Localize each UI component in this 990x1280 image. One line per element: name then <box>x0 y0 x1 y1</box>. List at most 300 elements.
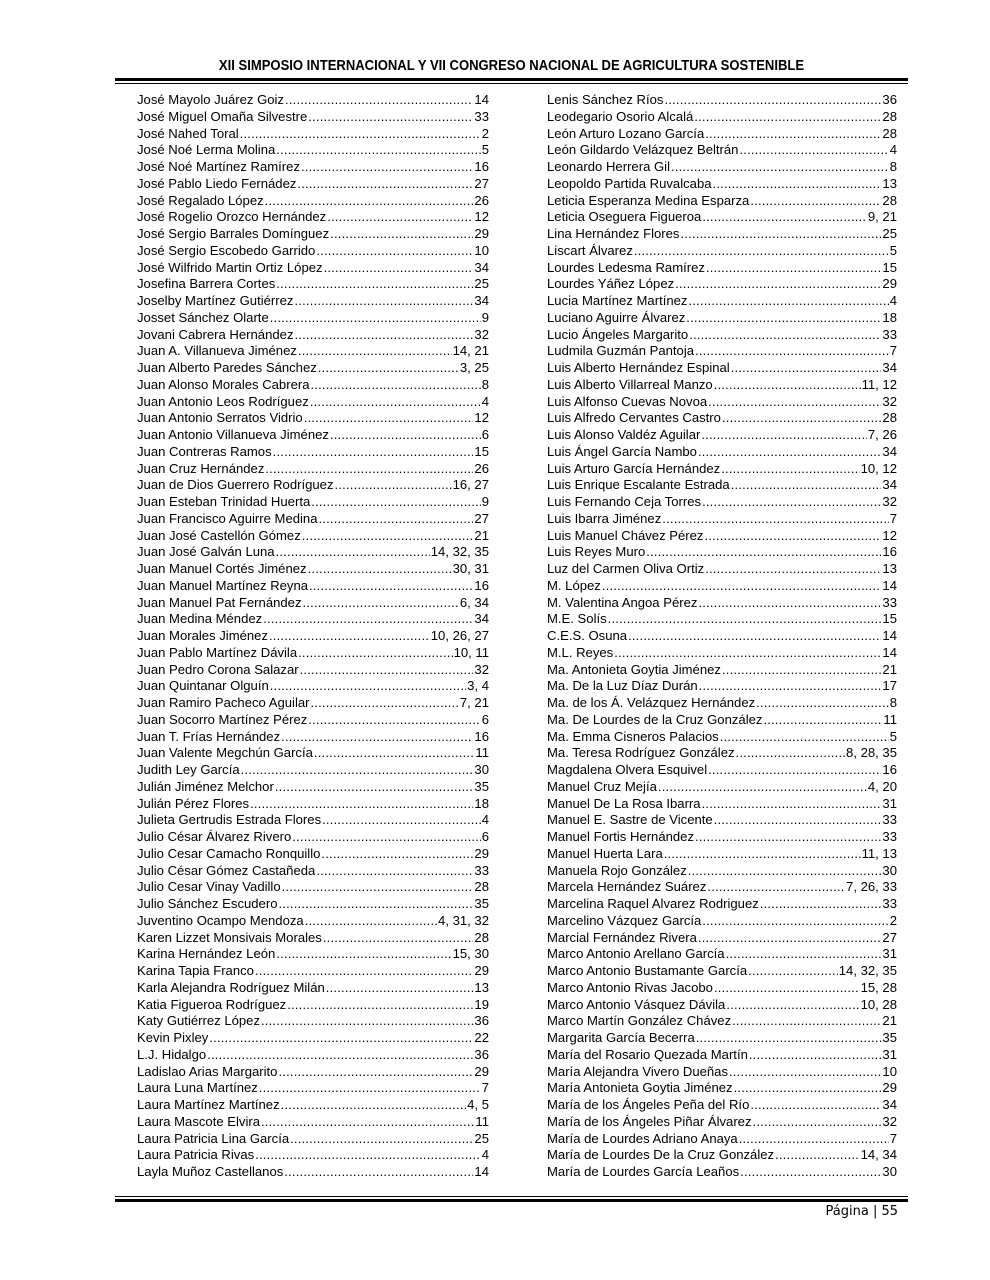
author-name: Julio César Álvarez Rivero <box>137 829 292 844</box>
index-entry <box>137 209 489 226</box>
author-name: Marcelino Vázquez García <box>547 912 702 928</box>
index-entry <box>137 930 489 947</box>
page-numbers: 16 <box>474 159 489 174</box>
dot-leader <box>702 494 881 511</box>
author-name: Lina Hernández Flores <box>547 226 680 241</box>
index-entry <box>547 561 897 578</box>
index-entry <box>137 1131 489 1148</box>
author-name: Juventino Ocampo Mendoza <box>137 912 304 928</box>
index-entry <box>137 662 489 679</box>
author-name: Luis Arturo García Hernández <box>547 460 721 476</box>
index-entry <box>547 611 897 628</box>
page-numbers: 30 <box>474 762 489 777</box>
index-entry <box>137 578 489 595</box>
index-entry <box>137 260 489 277</box>
author-name: Manuel Fortis Hernández <box>547 829 695 844</box>
index-entry <box>547 863 897 880</box>
page-numbers: 16 <box>474 577 489 593</box>
author-name: Ma. De la Luz Díaz Durán <box>547 678 698 694</box>
dot-leader <box>731 360 882 377</box>
author-name: Marco Antonio Vásquez Dávila <box>547 996 726 1012</box>
dot-leader <box>708 762 881 779</box>
page-numbers: 27 <box>882 929 897 945</box>
dot-leader <box>285 92 473 109</box>
author-name: María de los Ángeles Peña del Río <box>547 1097 750 1112</box>
page-numbers: 33 <box>882 594 897 610</box>
dot-leader <box>302 528 474 545</box>
author-name: Juan José Castellón Gómez <box>137 527 301 543</box>
author-name: Leodegario Osorio Alcalá <box>547 108 694 124</box>
author-name: Juan José Galván Luna <box>137 544 275 560</box>
page-numbers: 15 <box>474 443 489 459</box>
page-numbers: 8 <box>481 376 489 392</box>
dot-leader <box>323 930 474 947</box>
page-numbers: 14, 32, 35 <box>838 963 897 978</box>
index-entry <box>547 879 897 896</box>
author-name: Luis Fernando Ceja Torres <box>547 494 702 509</box>
index-entry <box>137 829 489 846</box>
dot-leader <box>261 1114 474 1131</box>
dot-leader <box>720 729 889 746</box>
author-name: Karen Lizzet Monsivais Morales <box>137 929 322 945</box>
dot-leader <box>301 159 473 176</box>
dot-leader <box>702 209 867 226</box>
page-numbers: 8, 28, 35 <box>846 745 897 761</box>
index-entry <box>137 712 489 729</box>
page-numbers: 7, 21 <box>459 695 489 710</box>
index-entry <box>547 628 897 645</box>
author-name: Lourdes Yáñez López <box>547 276 675 292</box>
page-numbers: 5 <box>889 242 897 258</box>
dot-leader <box>327 209 473 226</box>
index-entry <box>137 461 489 478</box>
page-numbers: 27 <box>474 175 489 191</box>
author-name: Luis Ibarra Jiménez <box>547 510 662 526</box>
dot-leader <box>706 260 881 277</box>
author-name: Julio Cesar Camacho Ronquillo <box>137 845 321 861</box>
index-entry <box>137 729 489 746</box>
dot-leader <box>736 745 845 762</box>
page-numbers: 21 <box>882 1013 897 1029</box>
index-entry <box>137 427 489 444</box>
page-numbers: 16 <box>882 762 897 777</box>
page-numbers: 9 <box>481 309 489 325</box>
index-entry <box>547 126 897 143</box>
author-name: Manuel Huerta Lara <box>547 845 663 861</box>
author-name: José Mayolo Juárez Goiz <box>137 92 285 107</box>
author-name: María Alejandra Vivero Dueñas <box>547 1063 728 1079</box>
dot-leader <box>740 1164 881 1181</box>
author-name: Luis Alonso Valdéz Aguilar <box>547 427 701 442</box>
index-entry <box>137 762 489 779</box>
author-name: Juan Pablo Martínez Dávila <box>137 644 298 660</box>
dot-leader <box>608 611 882 628</box>
dot-leader <box>308 561 452 578</box>
index-entry <box>547 494 897 511</box>
index-entry <box>547 310 897 327</box>
dot-leader <box>281 729 473 746</box>
index-entry <box>137 946 489 963</box>
page-numbers: 33 <box>882 829 897 844</box>
index-entry <box>547 444 897 461</box>
index-entry <box>137 511 489 528</box>
index-entry <box>547 511 897 528</box>
index-entry <box>547 1064 897 1081</box>
dot-leader <box>255 1147 481 1164</box>
page-numbers: 35 <box>474 896 489 911</box>
dot-leader <box>269 628 430 645</box>
dot-leader <box>729 1064 881 1081</box>
author-name: José Noé Martínez Ramírez <box>137 159 301 174</box>
index-entry <box>547 779 897 796</box>
page-numbers: 28 <box>882 410 897 426</box>
index-entry <box>137 410 489 427</box>
page-numbers: 34 <box>882 477 897 493</box>
dot-leader <box>705 126 881 143</box>
page-numbers: 25 <box>474 276 489 292</box>
page-numbers: 16, 27 <box>452 477 489 493</box>
dot-leader <box>298 343 452 360</box>
author-name: José Nahed Toral <box>137 125 239 141</box>
dot-leader <box>316 863 473 880</box>
page-numbers: 5 <box>481 142 489 158</box>
dot-leader <box>646 544 881 561</box>
index-entry <box>137 477 489 494</box>
index-entry <box>137 544 489 561</box>
index-entry <box>137 595 489 612</box>
page-numbers: 11 <box>883 711 897 727</box>
page-numbers: 19 <box>474 996 489 1012</box>
dot-leader <box>290 1131 473 1148</box>
page-numbers: 2 <box>889 912 897 928</box>
dot-leader <box>739 1131 889 1148</box>
page-numbers: 14, 32, 35 <box>430 544 489 560</box>
page-numbers: 14 <box>882 628 897 643</box>
index-entry <box>547 662 897 679</box>
dot-leader <box>749 1047 882 1064</box>
index-entry <box>137 611 489 628</box>
index-entry <box>547 846 897 863</box>
index-entry <box>137 913 489 930</box>
index-entry <box>547 544 897 561</box>
index-entry <box>547 645 897 662</box>
page-numbers: 18 <box>882 309 897 325</box>
page-numbers: 36 <box>882 92 897 107</box>
author-name: Juan Socorro Martínez Pérez <box>137 711 308 727</box>
page-numbers: 7, 26, 33 <box>846 879 897 895</box>
dot-leader <box>698 595 881 612</box>
index-entry <box>547 762 897 779</box>
dot-leader <box>753 1114 882 1131</box>
author-name: M. Valentina Angoa Pérez <box>547 594 698 610</box>
index-entry <box>137 394 489 411</box>
author-name: Juan Antonio Leos Rodríguez <box>137 393 309 409</box>
author-name: Juan Manuel Martínez Reyna <box>137 577 309 593</box>
author-name: Josset Sánchez Olarte <box>137 309 269 325</box>
author-name: M. López <box>547 577 601 593</box>
page-numbers: 27 <box>474 510 489 526</box>
dot-leader <box>658 779 867 796</box>
page-numbers: 28 <box>474 929 489 945</box>
page-numbers: 5 <box>889 728 897 744</box>
author-name: Josefina Barrera Cortes <box>137 276 276 292</box>
author-name: José Sergio Barrales Domínguez <box>137 226 330 241</box>
index-entry <box>547 327 897 344</box>
page-numbers: 22 <box>474 1030 489 1045</box>
index-entry <box>547 729 897 746</box>
dot-leader <box>311 377 481 394</box>
author-name: Juan Manuel Pat Fernández <box>137 594 302 610</box>
author-name: José Miguel Omaña Silvestre <box>137 108 308 124</box>
index-entry <box>547 92 897 109</box>
page-numbers: 4 <box>481 393 489 409</box>
index-entry <box>547 812 897 829</box>
author-name: Luis Alberto Villarreal Manzo <box>547 376 713 392</box>
author-name: Joselby Martínez Gutiérrez <box>137 293 294 308</box>
index-entry <box>547 343 897 360</box>
index-entry <box>547 209 897 226</box>
page-numbers: 29 <box>474 963 489 978</box>
page-numbers: 7, 26 <box>867 427 897 442</box>
author-name: María de Lourdes Adriano Anaya <box>547 1130 738 1146</box>
author-name: Luis Alfredo Cervantes Castro <box>547 410 721 426</box>
dot-leader <box>316 243 473 260</box>
page-numbers: 4 <box>889 142 897 158</box>
dot-leader <box>319 511 474 528</box>
author-name: Ma. Emma Cisneros Palacios <box>547 728 719 744</box>
index-entry <box>547 159 897 176</box>
index-entry <box>137 879 489 896</box>
dot-leader <box>721 461 859 478</box>
index-entry <box>137 92 489 109</box>
author-name: Leopoldo Partida Ruvalcaba <box>547 175 712 191</box>
index-entry <box>547 477 897 494</box>
index-entry <box>547 712 897 729</box>
page-numbers: 10, 11 <box>453 644 489 660</box>
dot-leader <box>278 896 473 913</box>
index-entry <box>547 142 897 159</box>
author-name: Leticia Esperanza Medina Esparza <box>547 192 750 208</box>
author-name: María Antonieta Goytia Jiménez <box>547 1080 733 1096</box>
index-entry <box>547 997 897 1014</box>
dot-leader <box>259 1080 481 1097</box>
page-numbers: 9, 21 <box>867 209 897 225</box>
author-name: Lourdes Ledesma Ramírez <box>547 259 705 275</box>
index-entry <box>137 1064 489 1081</box>
author-name: Julián Pérez Flores <box>137 795 250 811</box>
page-numbers: 11 <box>475 1113 489 1129</box>
index-entry <box>547 1147 897 1164</box>
index-entry <box>137 159 489 176</box>
author-name: Juan Pedro Corona Salazar <box>137 661 299 677</box>
dot-leader <box>298 645 452 662</box>
dot-leader <box>276 544 430 561</box>
dot-leader <box>287 997 473 1014</box>
dot-leader <box>698 930 882 947</box>
dot-leader <box>602 578 882 595</box>
dot-leader <box>310 394 481 411</box>
index-entry <box>137 1147 489 1164</box>
author-name: Ladislao Arias Margarito <box>137 1063 278 1079</box>
author-name: M.L. Reyes <box>547 644 614 660</box>
author-name: Juan Medina Méndez <box>137 611 263 627</box>
dot-leader <box>281 1097 467 1114</box>
author-name: León Gildardo Velázquez Beltrán <box>547 142 739 158</box>
author-name: Juan T. Frías Hernández <box>137 728 281 744</box>
author-name: Luz del Carmen Oliva Ortiz <box>547 561 705 576</box>
author-name: Karla Alejandra Rodríguez Milán <box>137 979 325 995</box>
dot-leader <box>282 879 474 896</box>
index-entry <box>547 1013 897 1030</box>
dot-leader <box>694 109 881 126</box>
dot-leader <box>731 477 882 494</box>
index-entry <box>547 109 897 126</box>
author-name: Juan Antonio Villanueva Jiménez <box>137 427 329 442</box>
dot-leader <box>708 394 881 411</box>
author-name: Laura Patricia Lina García <box>137 1130 290 1146</box>
author-name: Juan Alonso Morales Cabrera <box>137 376 310 392</box>
page-numbers: 33 <box>882 812 897 828</box>
dot-leader <box>734 1080 882 1097</box>
page-numbers: 31 <box>882 1046 897 1062</box>
author-name: Juan Antonio Serratos Vidrio <box>137 410 303 426</box>
dot-leader <box>763 712 882 729</box>
page-numbers: 35 <box>474 778 489 794</box>
index-entry <box>137 494 489 511</box>
author-name: Luis Reyes Muro <box>547 544 646 560</box>
page-numbers: 21 <box>474 527 489 543</box>
dot-leader <box>321 846 473 863</box>
dot-leader <box>278 1064 473 1081</box>
index-entry <box>137 628 489 645</box>
index-entry <box>137 645 489 662</box>
author-name: Katia Figueroa Rodríguez <box>137 996 287 1012</box>
author-name: Julio César Gómez Castañeda <box>137 862 316 878</box>
page-numbers: 10, 28 <box>860 996 897 1012</box>
page-numbers: 10 <box>474 242 489 258</box>
page-numbers: 33 <box>882 326 897 342</box>
dot-leader <box>265 461 473 478</box>
index-entry <box>547 1047 897 1064</box>
index-entry <box>547 377 897 394</box>
index-entry <box>137 444 489 461</box>
dot-leader <box>750 193 881 210</box>
author-name: Lucio Ángeles Margarito <box>547 326 689 342</box>
page-numbers: 34 <box>474 259 489 275</box>
author-name: María de Lourdes García Leaños <box>547 1164 740 1179</box>
dot-leader <box>750 1097 881 1114</box>
dot-leader <box>255 963 473 980</box>
dot-leader <box>722 662 881 679</box>
page-numbers: 25 <box>882 226 897 241</box>
page-numbers: 4, 31, 32 <box>438 912 489 928</box>
dot-leader <box>732 1013 881 1030</box>
dot-leader <box>324 260 474 277</box>
page-numbers: 33 <box>474 862 489 878</box>
index-entry <box>137 1013 489 1030</box>
author-name: Juan Esteban Trinidad Huerta <box>137 494 311 509</box>
author-name: Laura Martínez Martínez <box>137 1097 280 1112</box>
dot-leader <box>702 796 882 813</box>
dot-leader <box>305 913 437 930</box>
page-numbers: 29 <box>882 1080 897 1096</box>
index-entry <box>547 461 897 478</box>
dot-leader <box>775 1147 860 1164</box>
author-name: Marcelina Raquel Alvarez Rodriguez <box>547 896 759 911</box>
index-entry <box>547 695 897 712</box>
author-name: Leticia Oseguera Figueroa <box>547 209 702 225</box>
page-numbers: 7 <box>889 343 897 359</box>
page-numbers: 3, 25 <box>459 360 489 375</box>
page-numbers: 3, 4 <box>467 678 489 694</box>
dot-leader <box>314 745 475 762</box>
author-name: Judith Ley García <box>137 762 240 777</box>
index-entry <box>547 176 897 193</box>
dot-leader <box>707 879 845 896</box>
dot-leader <box>756 695 889 712</box>
dot-leader <box>688 863 882 880</box>
author-name: Juan Francisco Aguirre Medina <box>137 510 318 526</box>
index-entry <box>547 1114 897 1131</box>
page-numbers: 6, 34 <box>459 594 489 610</box>
page-numbers: 32 <box>882 393 897 409</box>
index-entry <box>137 863 489 880</box>
page-numbers: 18 <box>474 795 489 811</box>
index-entry <box>547 360 897 377</box>
index-entry <box>137 896 489 913</box>
author-name: Juan Quintanar Olguín <box>137 678 269 694</box>
dot-leader <box>701 427 867 444</box>
author-name: Luis Alberto Hernández Espinal <box>547 360 730 375</box>
index-entry <box>137 343 489 360</box>
author-name: Laura Patricia Rivas <box>137 1147 255 1163</box>
index-entry <box>547 1030 897 1047</box>
index-entry <box>137 963 489 980</box>
dot-leader <box>713 176 882 193</box>
page-numbers: 14, 34 <box>860 1147 897 1163</box>
page-numbers: 7 <box>481 1080 489 1096</box>
dot-leader <box>702 913 888 930</box>
page-numbers: 28 <box>882 192 897 208</box>
dot-leader <box>695 829 881 846</box>
page-numbers: 2 <box>481 125 489 141</box>
page-numbers: 11 <box>475 745 489 761</box>
page-numbers: 10, 12 <box>860 460 897 476</box>
index-entry <box>137 812 489 829</box>
author-name: Margarita García Becerra <box>547 1030 695 1045</box>
dot-leader <box>284 1164 473 1181</box>
author-name: Julio Sánchez Escudero <box>137 896 278 911</box>
index-entry <box>547 276 897 293</box>
dot-leader <box>297 176 473 193</box>
page-numbers: 32 <box>882 494 897 509</box>
author-name: Juan Ramiro Pacheco Aguilar <box>137 695 310 710</box>
author-name: José Pablo Liedo Fernádez <box>137 175 297 191</box>
author-name: Marcial Fernández Rivera <box>547 929 697 945</box>
index-entry <box>547 293 897 310</box>
page-numbers: 14 <box>474 92 489 107</box>
page-numbers: 13 <box>474 979 489 995</box>
index-entry <box>137 360 489 377</box>
page-numbers: 15 <box>882 259 897 275</box>
page-numbers: 33 <box>882 896 897 911</box>
dot-leader <box>322 812 481 829</box>
page-numbers: 36 <box>474 1013 489 1029</box>
dot-leader <box>688 293 888 310</box>
page-numbers: 4 <box>481 812 489 828</box>
dot-leader <box>326 980 474 997</box>
page-numbers: 34 <box>474 293 489 308</box>
